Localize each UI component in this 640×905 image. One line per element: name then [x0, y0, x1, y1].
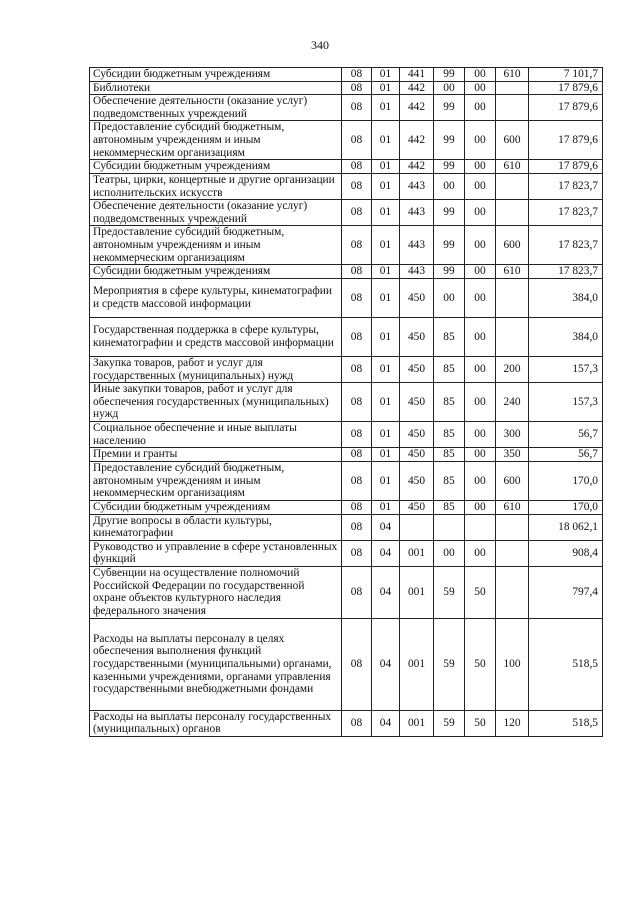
target-code-part1-cell: 001 [400, 710, 434, 736]
table-row [90, 514, 603, 540]
target-code-part3-cell: 00 [465, 500, 496, 514]
expense-type-cell [496, 514, 529, 540]
section-code-cell: 08 [342, 448, 372, 462]
target-code-part2-cell: 99 [434, 121, 465, 160]
table-row [90, 500, 603, 514]
amount-cell: 17 879,6 [529, 160, 603, 174]
expense-type-cell [496, 95, 529, 121]
amount-cell: 17 879,6 [529, 81, 603, 95]
target-code-part3-cell: 00 [465, 356, 496, 382]
target-code-part3-cell: 00 [465, 226, 496, 265]
section-code-cell: 08 [342, 173, 372, 199]
subsection-code-cell: 01 [372, 173, 400, 199]
subsection-code-cell: 01 [372, 356, 400, 382]
amount-cell: 908,4 [529, 540, 603, 566]
subsection-code-cell: 04 [372, 710, 400, 736]
subsection-code-cell: 01 [372, 160, 400, 174]
page-number: 340 [311, 38, 329, 52]
section-code-cell: 08 [342, 317, 372, 356]
item-name-cell: Субсидии бюджетным учреждениям [90, 68, 342, 82]
item-name-cell: Руководство и управление в сфере установленных функций [90, 540, 342, 566]
section-code-cell: 08 [342, 265, 372, 279]
expense-type-cell [496, 317, 529, 356]
target-code-part1-cell: 443 [400, 226, 434, 265]
target-code-part3-cell: 00 [465, 278, 496, 317]
target-code-part2-cell: 59 [434, 618, 465, 710]
amount-cell: 17 879,6 [529, 121, 603, 160]
target-code-part1-cell: 450 [400, 317, 434, 356]
section-code-cell: 08 [342, 461, 372, 500]
target-code-part3-cell: 00 [465, 422, 496, 448]
item-name-cell: Предоставление субсидий бюджетным, автономным учреждениям и иным некоммерческим организациям [90, 121, 342, 160]
expense-type-cell [496, 278, 529, 317]
subsection-code-cell: 01 [372, 422, 400, 448]
item-name-cell: Иные закупки товаров, работ и услуг для обеспечения государственных (муниципальных) нужд [90, 383, 342, 422]
expense-type-cell: 300 [496, 422, 529, 448]
table-row [90, 173, 603, 199]
target-code-part3-cell: 00 [465, 81, 496, 95]
target-code-part1-cell: 001 [400, 540, 434, 566]
item-name-cell: Расходы на выплаты персоналу государственных (муниципальных) органов [90, 710, 342, 736]
target-code-part2-cell: 85 [434, 422, 465, 448]
expense-type-cell: 350 [496, 448, 529, 462]
item-name-cell: Социальное обеспечение и иные выплаты населению [90, 422, 342, 448]
section-code-cell: 08 [342, 226, 372, 265]
table-row [90, 317, 603, 356]
amount-cell: 17 879,6 [529, 95, 603, 121]
target-code-part2-cell: 99 [434, 95, 465, 121]
item-name-cell: Субсидии бюджетным учреждениям [90, 500, 342, 514]
expense-type-cell [496, 540, 529, 566]
expense-type-cell [496, 173, 529, 199]
item-name-cell: Обеспечение деятельности (оказание услуг) подведомственных учреждений [90, 95, 342, 121]
subsection-code-cell: 01 [372, 200, 400, 226]
subsection-code-cell: 01 [372, 278, 400, 317]
table-row [90, 383, 603, 422]
subsection-code-cell: 01 [372, 500, 400, 514]
target-code-part2-cell: 85 [434, 356, 465, 382]
target-code-part1-cell: 450 [400, 500, 434, 514]
table-row [90, 68, 603, 82]
expense-type-cell [496, 566, 529, 618]
target-code-part2-cell: 85 [434, 448, 465, 462]
table-row [90, 160, 603, 174]
amount-cell: 18 062,1 [529, 514, 603, 540]
amount-cell: 384,0 [529, 317, 603, 356]
target-code-part2-cell: 99 [434, 226, 465, 265]
section-code-cell: 08 [342, 121, 372, 160]
item-name-cell: Государственная поддержка в сфере культуры, кинематографии и средств массовой информации [90, 317, 342, 356]
target-code-part3-cell: 00 [465, 317, 496, 356]
target-code-part3-cell: 00 [465, 383, 496, 422]
table-row [90, 95, 603, 121]
target-code-part3-cell: 00 [465, 448, 496, 462]
subsection-code-cell: 01 [372, 383, 400, 422]
table-row [90, 618, 603, 710]
target-code-part1-cell [400, 514, 434, 540]
item-name-cell: Предоставление субсидий бюджетным, автономным учреждениям и иным некоммерческим организациям [90, 226, 342, 265]
target-code-part3-cell: 00 [465, 200, 496, 226]
target-code-part2-cell: 59 [434, 566, 465, 618]
amount-cell: 518,5 [529, 618, 603, 710]
target-code-part3-cell: 50 [465, 566, 496, 618]
table-row [90, 566, 603, 618]
target-code-part3-cell: 00 [465, 265, 496, 279]
subsection-code-cell: 01 [372, 226, 400, 265]
target-code-part2-cell: 85 [434, 461, 465, 500]
amount-cell: 157,3 [529, 356, 603, 382]
target-code-part2-cell: 85 [434, 317, 465, 356]
amount-cell: 157,3 [529, 383, 603, 422]
table-row [90, 710, 603, 736]
subsection-code-cell: 01 [372, 461, 400, 500]
target-code-part2-cell: 00 [434, 278, 465, 317]
table-row [90, 265, 603, 279]
target-code-part1-cell: 450 [400, 278, 434, 317]
subsection-code-cell: 04 [372, 540, 400, 566]
table-row [90, 461, 603, 500]
item-name-cell: Закупка товаров, работ и услуг для государственных (муниципальных) нужд [90, 356, 342, 382]
target-code-part3-cell: 00 [465, 121, 496, 160]
budget-table-body [90, 68, 603, 737]
section-code-cell: 08 [342, 278, 372, 317]
expense-type-cell: 200 [496, 356, 529, 382]
section-code-cell: 08 [342, 160, 372, 174]
target-code-part3-cell: 00 [465, 160, 496, 174]
section-code-cell: 08 [342, 566, 372, 618]
subsection-code-cell: 01 [372, 265, 400, 279]
subsection-code-cell: 04 [372, 618, 400, 710]
target-code-part1-cell: 450 [400, 356, 434, 382]
table-row [90, 121, 603, 160]
expense-type-cell [496, 200, 529, 226]
expense-type-cell: 610 [496, 265, 529, 279]
expense-type-cell: 600 [496, 226, 529, 265]
subsection-code-cell: 04 [372, 514, 400, 540]
amount-cell: 384,0 [529, 278, 603, 317]
target-code-part1-cell: 442 [400, 95, 434, 121]
target-code-part1-cell: 442 [400, 160, 434, 174]
target-code-part2-cell: 85 [434, 500, 465, 514]
table-row [90, 278, 603, 317]
target-code-part1-cell: 441 [400, 68, 434, 82]
target-code-part1-cell: 442 [400, 81, 434, 95]
target-code-part1-cell: 450 [400, 422, 434, 448]
expense-type-cell: 240 [496, 383, 529, 422]
target-code-part2-cell: 99 [434, 68, 465, 82]
item-name-cell: Субсидии бюджетным учреждениям [90, 160, 342, 174]
expense-type-cell: 120 [496, 710, 529, 736]
target-code-part3-cell [465, 514, 496, 540]
item-name-cell: Премии и гранты [90, 448, 342, 462]
subsection-code-cell: 04 [372, 566, 400, 618]
table-row [90, 422, 603, 448]
amount-cell: 17 823,7 [529, 226, 603, 265]
item-name-cell: Предоставление субсидий бюджетным, автономным учреждениям и иным некоммерческим организациям [90, 461, 342, 500]
target-code-part2-cell: 00 [434, 540, 465, 566]
table-row [90, 448, 603, 462]
target-code-part1-cell: 001 [400, 618, 434, 710]
budget-table-container [89, 67, 602, 737]
table-row [90, 200, 603, 226]
table-row [90, 540, 603, 566]
target-code-part3-cell: 00 [465, 173, 496, 199]
section-code-cell: 08 [342, 422, 372, 448]
table-row [90, 81, 603, 95]
subsection-code-cell: 01 [372, 317, 400, 356]
target-code-part1-cell: 450 [400, 383, 434, 422]
amount-cell: 518,5 [529, 710, 603, 736]
target-code-part1-cell: 443 [400, 173, 434, 199]
expense-type-cell [496, 81, 529, 95]
budget-table [89, 67, 603, 737]
target-code-part1-cell: 442 [400, 121, 434, 160]
item-name-cell: Библиотеки [90, 81, 342, 95]
target-code-part1-cell: 443 [400, 265, 434, 279]
table-row [90, 356, 603, 382]
target-code-part3-cell: 00 [465, 540, 496, 566]
section-code-cell: 08 [342, 356, 372, 382]
section-code-cell: 08 [342, 81, 372, 95]
amount-cell: 56,7 [529, 422, 603, 448]
section-code-cell: 08 [342, 514, 372, 540]
target-code-part2-cell: 99 [434, 160, 465, 174]
subsection-code-cell: 01 [372, 81, 400, 95]
target-code-part2-cell: 99 [434, 200, 465, 226]
target-code-part3-cell: 00 [465, 95, 496, 121]
amount-cell: 17 823,7 [529, 173, 603, 199]
target-code-part2-cell: 59 [434, 710, 465, 736]
section-code-cell: 08 [342, 618, 372, 710]
target-code-part2-cell: 99 [434, 265, 465, 279]
target-code-part3-cell: 50 [465, 710, 496, 736]
amount-cell: 7 101,7 [529, 68, 603, 82]
expense-type-cell: 610 [496, 160, 529, 174]
expense-type-cell: 600 [496, 461, 529, 500]
expense-type-cell: 100 [496, 618, 529, 710]
section-code-cell: 08 [342, 68, 372, 82]
target-code-part3-cell: 00 [465, 68, 496, 82]
item-name-cell: Театры, цирки, концертные и другие организации исполнительских искусств [90, 173, 342, 199]
section-code-cell: 08 [342, 95, 372, 121]
amount-cell: 797,4 [529, 566, 603, 618]
item-name-cell: Мероприятия в сфере культуры, кинематографии и средств массовой информации [90, 278, 342, 317]
item-name-cell: Субвенции на осуществление полномочий Российской Федерации по государственной охране объектов культурного наследия федерального значения [90, 566, 342, 618]
expense-type-cell: 610 [496, 68, 529, 82]
target-code-part2-cell [434, 514, 465, 540]
target-code-part1-cell: 450 [400, 448, 434, 462]
amount-cell: 17 823,7 [529, 265, 603, 279]
target-code-part3-cell: 50 [465, 618, 496, 710]
section-code-cell: 08 [342, 383, 372, 422]
target-code-part3-cell: 00 [465, 461, 496, 500]
subsection-code-cell: 01 [372, 121, 400, 160]
target-code-part2-cell: 00 [434, 81, 465, 95]
amount-cell: 56,7 [529, 448, 603, 462]
target-code-part1-cell: 001 [400, 566, 434, 618]
section-code-cell: 08 [342, 500, 372, 514]
section-code-cell: 08 [342, 710, 372, 736]
item-name-cell: Расходы на выплаты персоналу в целях обеспечения выполнения функций государственными (муниципальными) органами, казенными учреждениями, органами управления государственными внебюджетными фондами [90, 618, 342, 710]
item-name-cell: Другие вопросы в области культуры, кинематографии [90, 514, 342, 540]
section-code-cell: 08 [342, 200, 372, 226]
amount-cell: 170,0 [529, 461, 603, 500]
subsection-code-cell: 01 [372, 448, 400, 462]
item-name-cell: Субсидии бюджетным учреждениям [90, 265, 342, 279]
target-code-part1-cell: 443 [400, 200, 434, 226]
subsection-code-cell: 01 [372, 95, 400, 121]
target-code-part2-cell: 00 [434, 173, 465, 199]
target-code-part1-cell: 450 [400, 461, 434, 500]
amount-cell: 17 823,7 [529, 200, 603, 226]
amount-cell: 170,0 [529, 500, 603, 514]
item-name-cell: Обеспечение деятельности (оказание услуг) подведомственных учреждений [90, 200, 342, 226]
expense-type-cell: 600 [496, 121, 529, 160]
expense-type-cell: 610 [496, 500, 529, 514]
table-row [90, 226, 603, 265]
subsection-code-cell: 01 [372, 68, 400, 82]
section-code-cell: 08 [342, 540, 372, 566]
target-code-part2-cell: 85 [434, 383, 465, 422]
